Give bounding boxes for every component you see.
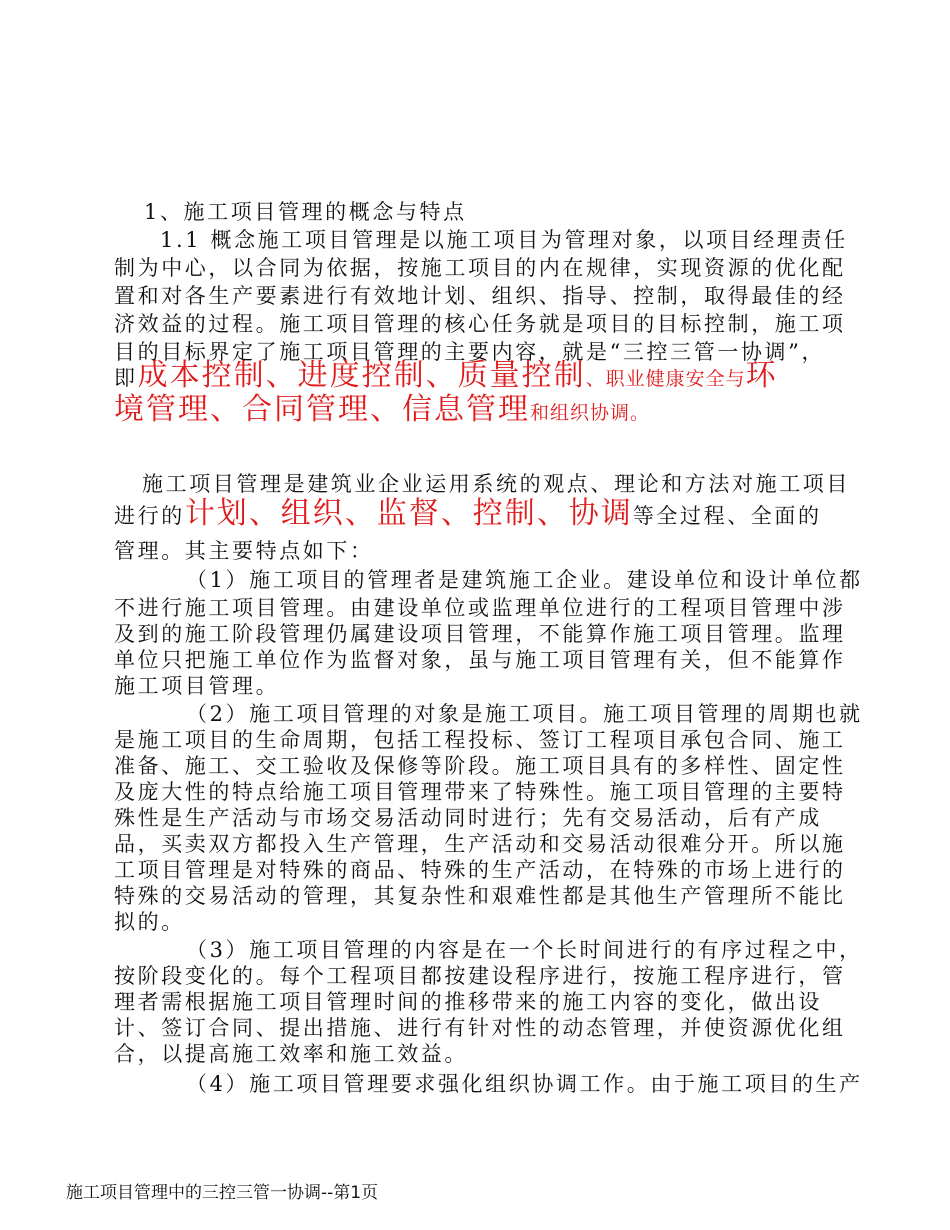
paragraph-line: 济效益的过程。施工项目管理的核心任务就是项目的目标控制，施工项 [114,312,846,336]
page-footer: 施工项目管理中的三控三管一协调--第1页 [66,1183,379,1203]
paragraph-line: 置和对各生产要素进行有效地计划、组织、指导、控制，取得最佳的经 [114,284,846,308]
text-suffix: 等全过程、全面的 [632,504,822,528]
highlight-text: 境管理、合同管理、信息管理 [114,392,530,427]
feature-line: （4）施工项目管理要求强化组织协调工作。由于施工项目的生产 [186,1072,863,1096]
feature-line: 殊性是生产活动与市场交易活动同时进行；先有交易活动，后有产成 [114,806,822,830]
paragraph-line: 1.1 概念施工项目管理是以施工项目为管理对象，以项目经理责任 [160,228,848,252]
highlight-text: 成本控制、进度控制、质量控制 [137,358,586,393]
feature-line: 按阶段变化的。每个工程项目都按建设程序进行，按施工程序进行，管 [114,964,846,988]
section-heading: 1、施工项目管理的概念与特点 [144,200,467,224]
feature-line: 品，买卖双方都投入生产管理，生产活动和交易活动很难分开。所以施 [114,832,846,856]
highlight-text-small: 和组织协调。 [530,402,651,424]
feature-line: 计、签订合同、提出措施、进行有针对性的动态管理，并使资源优化组 [114,1016,846,1040]
feature-line: 特殊的交易活动的管理，其复杂性和艰难性都是其他生产管理所不能比 [114,884,846,908]
feature-line: 合，以提高施工效率和施工效益。 [114,1042,468,1066]
feature-line: 单位只把施工单位作为监督对象，虽与施工项目管理有关，但不能算作 [114,648,846,672]
feature-line: （2）施工项目管理的对象是施工项目。施工项目管理的周期也就 [186,702,863,726]
paragraph-line: 管理。其主要特点如下： [114,539,374,563]
feature-line: 及庞大性的特点给施工项目管理带来了特殊性。施工项目管理的主要特 [114,780,846,804]
feature-line: 理者需根据施工项目管理时间的推移带来的施工内容的变化，做出设 [114,990,822,1014]
feature-line: 是施工项目的生命周期，包括工程投标、签订工程项目承包合同、施工 [114,728,846,752]
paragraph-line: 施工项目管理是建筑业企业运用系统的观点、理论和方法对施工项目 [142,472,850,496]
paragraph-line: 制为中心，以合同为依据，按施工项目的内在规律，实现资源的优化配 [114,256,846,280]
feature-line: 工项目管理是对特殊的商品、特殊的生产活动，在特殊的市场上进行的 [114,858,846,882]
highlight-line [114,496,822,534]
highlight-text-small: 、职业健康安全与 [585,368,746,390]
paragraph-line: 目的目标界定了施工项目管理的主要内容，就是“三控三管一协调”， [114,340,826,364]
highlight-text: 计划、组织、监督、控制、协调 [184,496,633,531]
feature-line: 施工项目管理。 [114,674,280,698]
text-prefix: 进行的 [114,504,185,528]
feature-line: 准备、施工、交工验收及保修等阶段。施工项目具有的多样性、固定性 [114,754,846,778]
feature-line: 不进行施工项目管理。由建设单位或监理单位进行的工程项目管理中涉 [114,596,846,620]
feature-line: 及到的施工阶段管理仍属建设项目管理，不能算作施工项目管理。监理 [114,622,846,646]
feature-line: （3）施工项目管理的内容是在一个长时间进行的有序过程之中， [186,938,863,962]
feature-line: （1）施工项目的管理者是建筑施工企业。建设单位和设计单位都 [186,568,863,592]
highlight-text: 环 [745,358,778,393]
text-prefix: 即 [114,366,138,390]
highlight-line [114,392,650,431]
feature-line: 拟的。 [114,910,185,934]
